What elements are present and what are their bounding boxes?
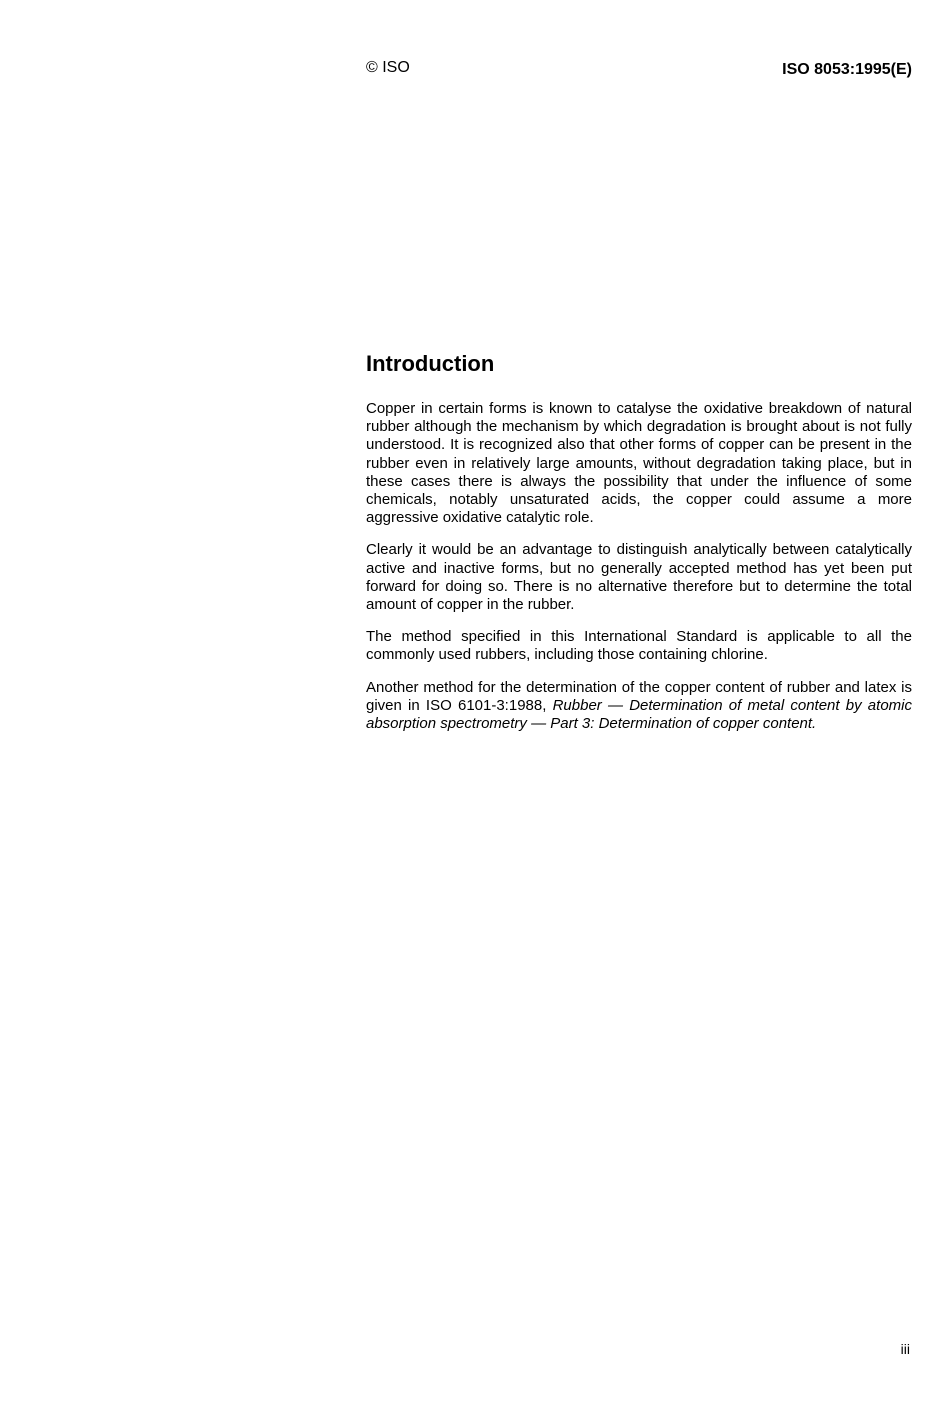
paragraph-4-text: Another method for the determination of the copper content of rubber and latex is given in ISO 6101-3:1988, xyxy=(366,678,912,714)
paragraph-4 xyxy=(366,679,912,734)
main-content xyxy=(366,350,912,747)
paragraph-2: Clearly it would be an advantage to distinguish analytically between catalytically active and inactive forms, but no generally accepted method has yet been put forward for doing so. There is no alternative therefore but to determine the total amount of copper in the rubber. xyxy=(366,541,912,614)
paragraph-3: The method specified in this International Standard is applicable to all the commonly used rubbers, including those containing chlorine. xyxy=(366,628,912,664)
page-number: iii xyxy=(900,1341,910,1357)
section-title: Introduction xyxy=(366,351,495,376)
paragraph-4-reference-title: Rubber — Determination of metal content by atomic absorption spectrometry — Part 3: Determination of copper content. xyxy=(366,696,912,733)
paragraph-1: Copper in certain forms is known to catalyse the oxidative breakdown of natural rubber although the mechanism by which degradation is brought about is not fully understood. It is recognized also that other forms of copper can be present in the rubber even in relatively large amounts, without degradation taking place, but in these cases there is always the possibility that under the influence of some chemicals, notably unsaturated acids, the copper could assume a more aggressive oxidative catalytic role. xyxy=(366,400,912,527)
header-standard-number: ISO 8053:1995(E) xyxy=(782,61,912,78)
header-copyright: © ISO xyxy=(366,59,410,76)
